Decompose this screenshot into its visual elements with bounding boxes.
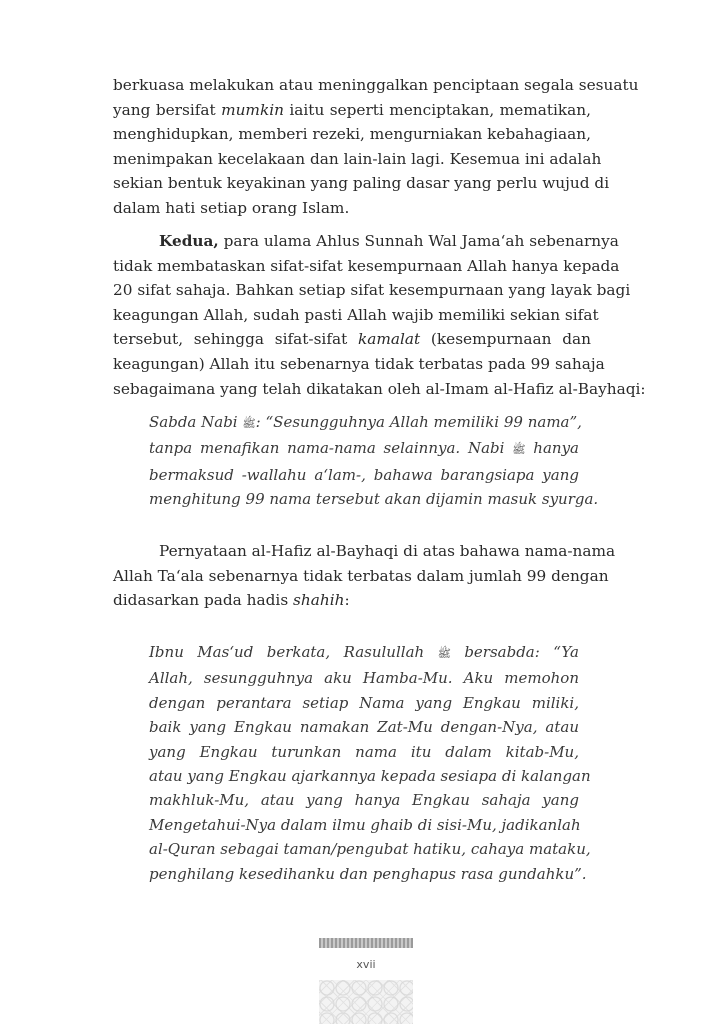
quote-hadith <box>149 640 591 886</box>
footer-ornament <box>319 980 413 1024</box>
text-line: sekian bentuk keyakinan yang paling dasar yang perlu wujud di <box>113 174 610 193</box>
text-line: Allah Ta‘ala sebenarnya tidak terbatas dalam jumlah 99 dengan <box>113 566 609 585</box>
text-line: berkuasa melakukan atau meninggalkan penciptaan segala sesuatu <box>113 76 639 94</box>
text-line: al-Quran sebagai taman/pengubat hatiku, cahaya mataku, <box>149 840 591 859</box>
quote-bayhaqi <box>149 410 599 512</box>
text-line: tanpa menafikan nama-nama selainnya. Nabi ﷺ hanya <box>149 439 579 458</box>
paragraph-1 <box>113 73 639 221</box>
text-line: penghilang kesedihanku dan penghapus rasa gundahku”. <box>149 864 587 883</box>
text-line: baik yang Engkau namakan Zat-Mu dengan-Nya, atau <box>149 718 579 737</box>
text-line: dengan perantara setiap Nama yang Engkau miliki, <box>149 693 579 712</box>
text-line: yang bersifat mumkin iaitu seperti menciptakan, mematikan, <box>113 100 591 119</box>
text-line: didasarkan pada hadis shahih: <box>113 591 350 610</box>
text-line: Allah, sesungguhnya aku Hamba-Mu. Aku memohon <box>149 669 579 688</box>
page-number: xvii <box>356 958 376 971</box>
salawat-seal-icon: ﷺ <box>437 647 451 660</box>
text-line: 20 sifat sahaja. Bahkan setiap sifat kesempurnaan yang layak bagi <box>113 281 631 300</box>
text-line: menghitung 99 nama tersebut akan dijamin masuk syurga. <box>149 490 599 509</box>
text-line: Kedua, para ulama Ahlus Sunnah Wal Jama‘ah sebenarnya <box>159 232 619 250</box>
text-line: yang Engkau turunkan nama itu dalam kitab-Mu, <box>149 742 579 761</box>
text-line: keagungan) Allah itu sebenarnya tidak terbatas pada 99 sahaja <box>113 354 605 373</box>
text-line: menimpakan kecelakaan dan lain-lain lagi. Kesemua ini adalah <box>113 149 602 168</box>
text-line: menghidupkan, memberi rezeki, mengurniakan kebahagiaan, <box>113 125 591 144</box>
paragraph-3 <box>113 539 616 613</box>
salawat-seal-icon: ﷺ <box>512 443 526 457</box>
text-line: sebagaimana yang telah dikatakan oleh al-Imam al-Hafiz al-Bayhaqi: <box>113 379 646 398</box>
text-line: Ibnu Mas‘ud berkata, Rasulullah ﷺ bersabda: “Ya <box>149 643 579 661</box>
text-line: tidak membataskan sifat-sifat kesempurnaan Allah hanya kepada <box>113 256 620 275</box>
text-line: bermaksud -wallahu a‘lam-, bahawa barangsiapa yang <box>149 465 579 484</box>
salawat-seal-icon: ﷺ <box>242 417 256 430</box>
text-line: tersebut, sehingga sifat-sifat kamalat (kesempurnaan dan <box>113 330 591 349</box>
text-line: atau yang Engkau ajarkannya kepada sesiapa di kalangan <box>149 767 591 786</box>
paragraph-2 <box>113 229 646 401</box>
text-line: keagungan Allah, sudah pasti Allah wajib memiliki sekian sifat <box>113 305 599 324</box>
footer-decorative-bar <box>319 938 413 948</box>
text-line: Mengetahui-Nya dalam ilmu ghaib di sisi-Mu, jadikanlah <box>149 815 581 834</box>
text-line: Sabda Nabi ﷺ: “Sesungguhnya Allah memiliki 99 nama”, <box>149 413 582 431</box>
text-line: dalam hati setiap orang Islam. <box>113 198 350 217</box>
text-line: Pernyataan al-Hafiz al-Bayhaqi di atas bahawa nama-nama <box>159 542 616 560</box>
text-line: makhluk-Mu, atau yang hanya Engkau sahaja yang <box>149 791 579 810</box>
